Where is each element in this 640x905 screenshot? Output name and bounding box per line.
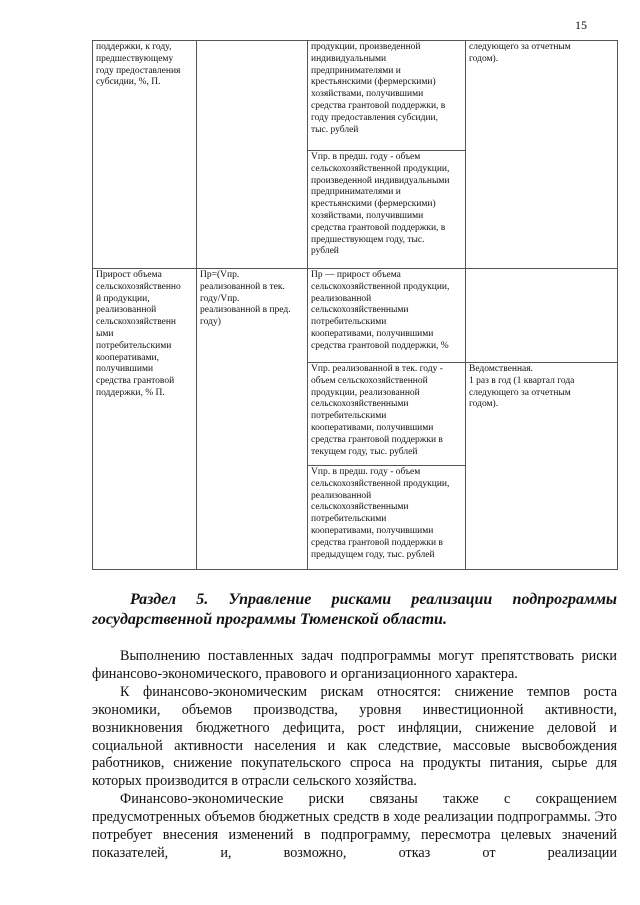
- table-cell-definition: продукции, произведенной индивидуальными предпринимателями и крестьянскими (фермерскими) хозяйствами, получившими средства грантовой поддержки, в году предоставления субсидии, тыс. рублей: [308, 41, 466, 151]
- table-cell-source: [466, 269, 618, 363]
- section-title-line-1: Раздел 5. Управление рисками реализации подпрограммы: [130, 591, 617, 608]
- table-cell-formula: Пр=(Vпр. реализованной в тек. году/Vпр. реализованной в пред. году): [197, 269, 308, 570]
- paragraph: Финансово-экономические риски связаны также с сокращением предусмотренных объемов бюджетных средств в ходе реализации подпрограммы. Это потребует внесения изменений в подпрограмму, пересмотра целевых значений показателей, и, возможно, отказ от реализации: [92, 791, 617, 861]
- section-title-line-2: государственной программы Тюменской области.: [92, 611, 447, 628]
- paragraph: Выполнению поставленных задач подпрограммы могут препятствовать риски финансово-экономического, правового и организационного характера.: [92, 648, 617, 682]
- paragraph: К финансово-экономическим рискам относятся: снижение темпов роста экономики, объемов производства, уровня инвестиционной активности, возникновения бюджетного дефицита, рост инфляции, снижение деловой и социальной активности населения и как следствие, массовые высвобождения работников, снижение покупательского спроса на продукты питания, сырье для которых производится в отрасли сельского хозяйства.: [92, 683, 617, 790]
- body-text: [92, 648, 617, 863]
- indicators-table: [92, 40, 618, 570]
- table-row: [93, 269, 618, 363]
- table-cell-definition: Vпр. реализованной в тек. году - объем сельскохозяйственной продукции, реализованной сельскохозяйственными потребительскими кооперативами, получившими средства грантовой поддержки в текущем году, тыс. рублей: [308, 363, 466, 466]
- table-cell-indicator: Прирост объема сельскохозяйственно й продукции, реализованной сельскохозяйственн ыми потребительскими кооперативами, получившими средства грантовой поддержки, % П.: [93, 269, 197, 570]
- section-title: [92, 590, 617, 630]
- table-cell-formula: [197, 41, 308, 269]
- page-number: 15: [575, 18, 587, 32]
- table-cell-source: Ведомственная. 1 раз в год (1 квартал года следующего за отчетным годом).: [466, 363, 618, 570]
- table-cell-source: следующего за отчетным годом).: [466, 41, 618, 269]
- table-cell-definition: Vпр. в предш. году - объем сельскохозяйственной продукции, реализованной сельскохозяйственными потребительскими кооперативами, получившими средства грантовой поддержки в предыдущем году, тыс. рублей: [308, 466, 466, 570]
- table-row: [93, 41, 618, 151]
- table-cell-indicator: поддержки, к году, предшествующему году предоставления субсидии, %, П.: [93, 41, 197, 269]
- table-cell-definition: Vпр. в предш. году - объем сельскохозяйственной продукции, произведенной индивидуальными предпринимателями и крестьянскими (фермерскими) хозяйствами, получившими средства грантовой поддержки, в предшествующем году, тыс. рублей: [308, 150, 466, 268]
- table-cell-definition: Пр — прирост объема сельскохозяйственной продукции, реализованной сельскохозяйственными потребительскими кооперативами, получившими средства грантовой поддержки, %: [308, 269, 466, 363]
